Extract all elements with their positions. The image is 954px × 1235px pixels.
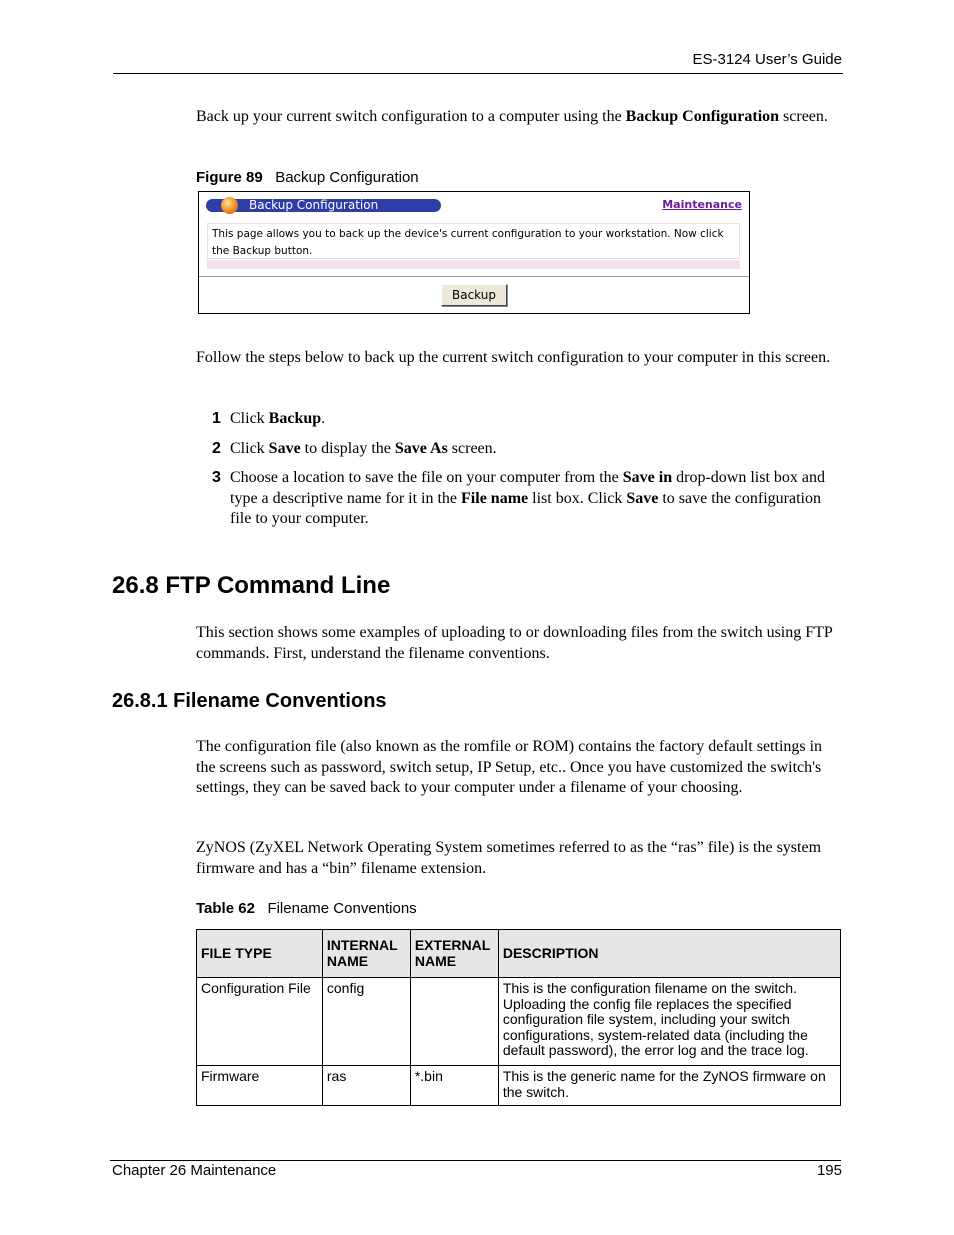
section-paragraph: This section shows some examples of uploading to or downloading files from the switch using FTP commands. First, understand the filename conventions.	[196, 624, 833, 662]
backup-configuration-screenshot	[198, 191, 750, 314]
column-header: DESCRIPTION	[498, 930, 840, 978]
page-number: 195	[816, 1162, 842, 1179]
subsection-paragraph-2: ZyNOS (ZyXEL Network Operating System sometimes referred to as the “ras” file) is the system firmware and has a “bin” filename extension.	[196, 839, 822, 877]
intro-text: Back up your current switch configuration to a computer using the	[196, 108, 626, 125]
table-header-row	[197, 930, 841, 978]
step-text: Choose a location to save the file on your computer from the Save in drop-down list box and type a descriptive name for it in the File name list box. Click Save to save the configuration file to your computer.	[230, 469, 825, 527]
table-cell: This is the generic name for the ZyNOS firmware on the switch.	[498, 1066, 840, 1106]
table-row	[197, 1066, 841, 1106]
table-cell: config	[322, 978, 410, 1066]
table-cell: Firmware	[197, 1066, 323, 1106]
column-header: EXTERNAL NAME	[410, 930, 498, 978]
header-rule	[113, 73, 843, 74]
screen-message: This page allows you to back up the device's current configuration to your workstation. Now click the Backup button.	[207, 223, 740, 259]
filename-conventions-table	[196, 929, 841, 1106]
table-label: Table 62	[196, 900, 255, 917]
intro-bold: Backup Configuration	[625, 108, 780, 125]
footer-rule	[110, 1160, 841, 1161]
footer-chapter: Chapter 26 Maintenance	[112, 1162, 277, 1179]
column-header: FILE TYPE	[197, 930, 323, 978]
table-cell: Configuration File	[197, 978, 323, 1066]
figure-caption	[196, 169, 419, 186]
table-cell: ras	[322, 1066, 410, 1106]
table-caption	[196, 900, 417, 917]
backup-button[interactable]: Backup	[441, 284, 507, 306]
step-text: Click Backup.	[230, 410, 326, 427]
message-band	[207, 260, 740, 269]
step-text: Click Save to display the Save As screen.	[230, 440, 497, 457]
table-cell	[410, 978, 498, 1066]
orange-orb-icon	[221, 197, 238, 214]
running-header: ES-3124 User’s Guide	[692, 51, 842, 68]
maintenance-link[interactable]: Maintenance	[662, 198, 742, 211]
subsection-paragraph-1: The configuration file (also known as the romfile or ROM) contains the factory default settings in the screens such as password, switch setup, IP Setup, etc.. Once you have customized the switch's settings, they can be saved back to your computer under a filename of your choosing.	[196, 738, 823, 796]
intro-text-after: screen.	[779, 108, 828, 125]
intro-paragraph	[196, 107, 836, 128]
step-number: 1	[212, 410, 221, 427]
table-caption-text: Filename Conventions	[267, 900, 417, 917]
table-cell: This is the configuration filename on the switch. Uploading the config file replaces the specified configuration file system, including your switch configurations, system-related data (including the default password), the error log and the trace log.	[498, 978, 840, 1066]
table-cell: *.bin	[410, 1066, 498, 1106]
step-number: 3	[212, 469, 221, 486]
step-number: 2	[212, 440, 221, 457]
follow-paragraph: Follow the steps below to back up the current switch configuration to your computer in this screen.	[196, 349, 831, 366]
table-row	[197, 978, 841, 1066]
figure-caption-text: Backup Configuration	[275, 169, 419, 186]
figure-label: Figure 89	[196, 169, 263, 186]
screen-divider	[199, 276, 749, 277]
screen-title: Backup Configuration	[249, 198, 379, 212]
column-header: INTERNAL NAME	[322, 930, 410, 978]
section-heading: 26.8 FTP Command Line	[112, 572, 391, 599]
subsection-heading: 26.8.1 Filename Conventions	[112, 690, 387, 712]
